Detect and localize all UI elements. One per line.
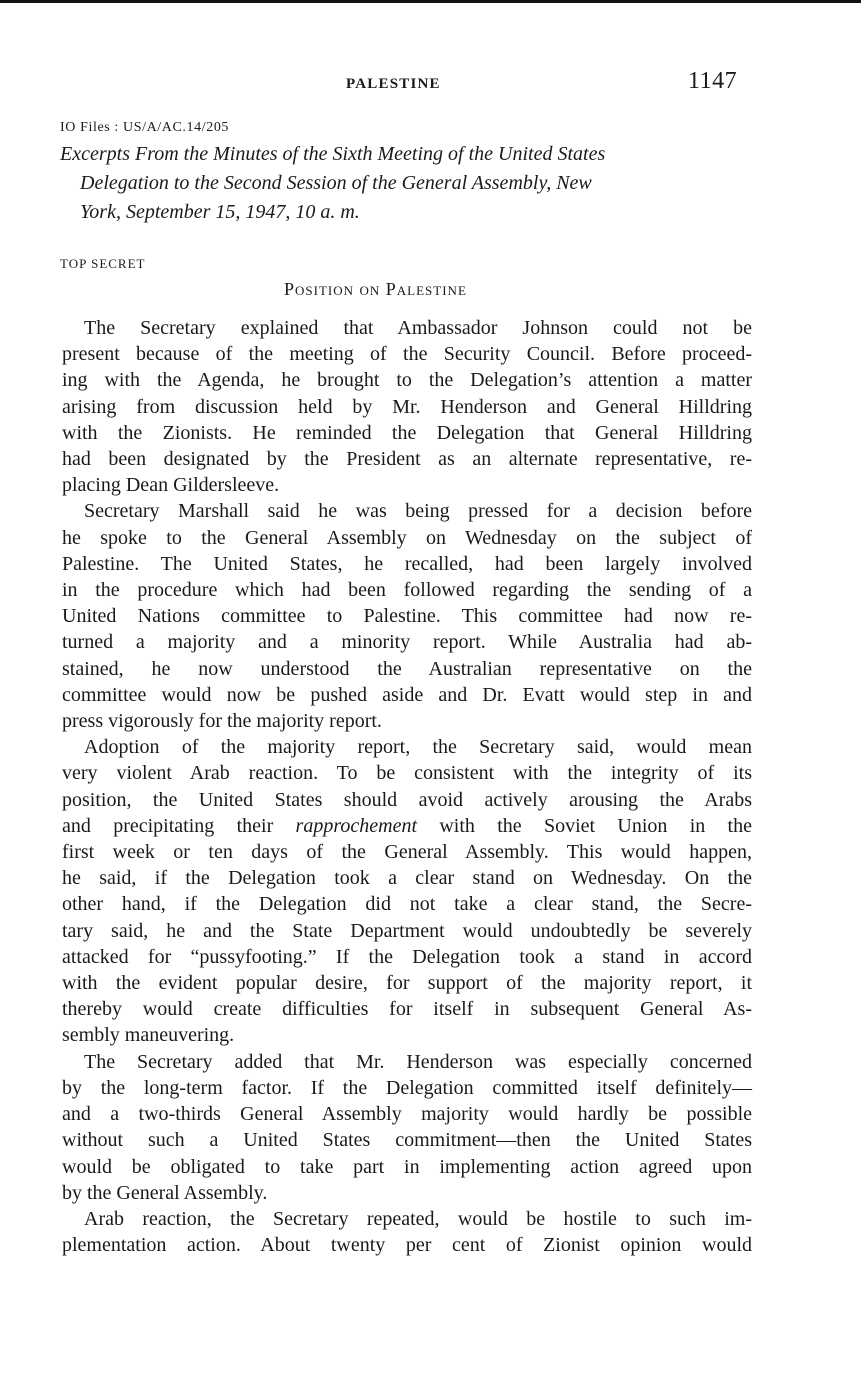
document-title-line: York, September 15, 1947, 10 a. m.: [80, 201, 360, 223]
text-line: with the evident popular desire, for support of the majority report, it: [62, 972, 752, 995]
text-line: turned a majority and a minority report. While Australia had ab-: [62, 631, 752, 654]
text-line: attacked for “pussyfooting.” If the Delegation took a stand in accord: [62, 945, 752, 968]
document-title-line: Excerpts From the Minutes of the Sixth Meeting of the United States: [60, 143, 606, 165]
paragraph: [62, 315, 752, 498]
text-line: with the Zionists. He reminded the Delegation that General Hilldring: [62, 421, 752, 444]
text-line: by the General Assembly.: [62, 1181, 268, 1204]
text-line: ing with the Agenda, he brought to the Delegation’s attention a matter: [62, 369, 752, 392]
document-title-line: Delegation to the Second Session of the General Assembly, New: [80, 172, 592, 194]
running-title: PALESTINE: [346, 76, 441, 92]
text-line: thereby would create difficulties for itself in subsequent General As-: [62, 998, 752, 1021]
italic-term: rapprochement: [295, 814, 418, 837]
page-top-border: [0, 0, 861, 3]
text-line: press vigorously for the majority report.: [62, 710, 382, 733]
text-line: The Secretary explained that Ambassador Johnson could not be: [84, 317, 752, 339]
text-line: he said, if the Delegation took a clear stand on Wednesday. On the: [62, 867, 752, 890]
text-line: Palestine. The United States, he recalled, had been largely involved: [62, 552, 752, 575]
text-line-with-italic: [62, 813, 752, 839]
text-line: first week or ten days of the General Assembly. This would happen,: [62, 841, 752, 864]
text-line: very violent Arab reaction. To be consistent with the integrity of its: [62, 762, 752, 785]
document-title: [60, 140, 750, 227]
text-line: stained, he now understood the Australian representative on the: [62, 657, 752, 680]
section-heading: Position on Palestine: [284, 279, 467, 299]
text-line: and a two-thirds General Assembly majority would hardly be possible: [62, 1103, 752, 1126]
paragraph: [62, 734, 752, 1048]
text-line: The Secretary added that Mr. Henderson was especially concerned: [84, 1050, 752, 1073]
paragraph: [62, 1049, 752, 1206]
text-line: position, the United States should avoid actively arousing the Arabs: [62, 788, 752, 811]
text-line: present because of the meeting of the Security Council. Before proceed-: [62, 343, 752, 366]
text-line: by the long-term factor. If the Delegation committed itself definitely—: [62, 1076, 752, 1099]
text-line: sembly maneuvering.: [62, 1024, 235, 1047]
body-text: [62, 315, 752, 1258]
paragraph: [62, 498, 752, 734]
text-line: without such a United States commitment—then the United States: [62, 1129, 752, 1152]
text-line: tary said, he and the State Department would undoubtedly be severely: [62, 919, 752, 942]
text-line: had been designated by the President as an alternate representative, re-: [62, 448, 752, 471]
text-line: United Nations committee to Palestine. This committee had now re-: [62, 605, 752, 628]
classification-marking: TOP SECRET: [60, 256, 146, 271]
text-line: in the procedure which had been followed regarding the sending of a: [62, 579, 752, 602]
text-line: other hand, if the Delegation did not take a clear stand, the Secre-: [62, 893, 752, 916]
text-line: Secretary Marshall said he was being pressed for a decision before: [84, 500, 752, 523]
text-fragment: and precipitating their rapprochement with the Soviet Union in the: [62, 814, 752, 837]
text-line: Arab reaction, the Secretary repeated, would be hostile to such im-: [84, 1207, 752, 1230]
text-line: placing Dean Gildersleeve.: [62, 474, 280, 497]
text-line: committee would now be pushed aside and Dr. Evatt would step in and: [62, 683, 752, 706]
file-reference: IO Files : US/A/AC.14/205: [60, 120, 230, 135]
text-line: plementation action. About twenty per cent of Zionist opinion would: [62, 1234, 752, 1257]
text-line: arising from discussion held by Mr. Henderson and General Hilldring: [62, 395, 752, 418]
running-header: [0, 68, 861, 100]
text-line: he spoke to the General Assembly on Wednesday on the subject of: [62, 526, 752, 549]
page-number: 1147: [688, 68, 738, 94]
paragraph: [62, 1206, 752, 1258]
text-line: Adoption of the majority report, the Secretary said, would mean: [84, 736, 752, 759]
text-line: would be obligated to take part in implementing action agreed upon: [62, 1155, 752, 1178]
